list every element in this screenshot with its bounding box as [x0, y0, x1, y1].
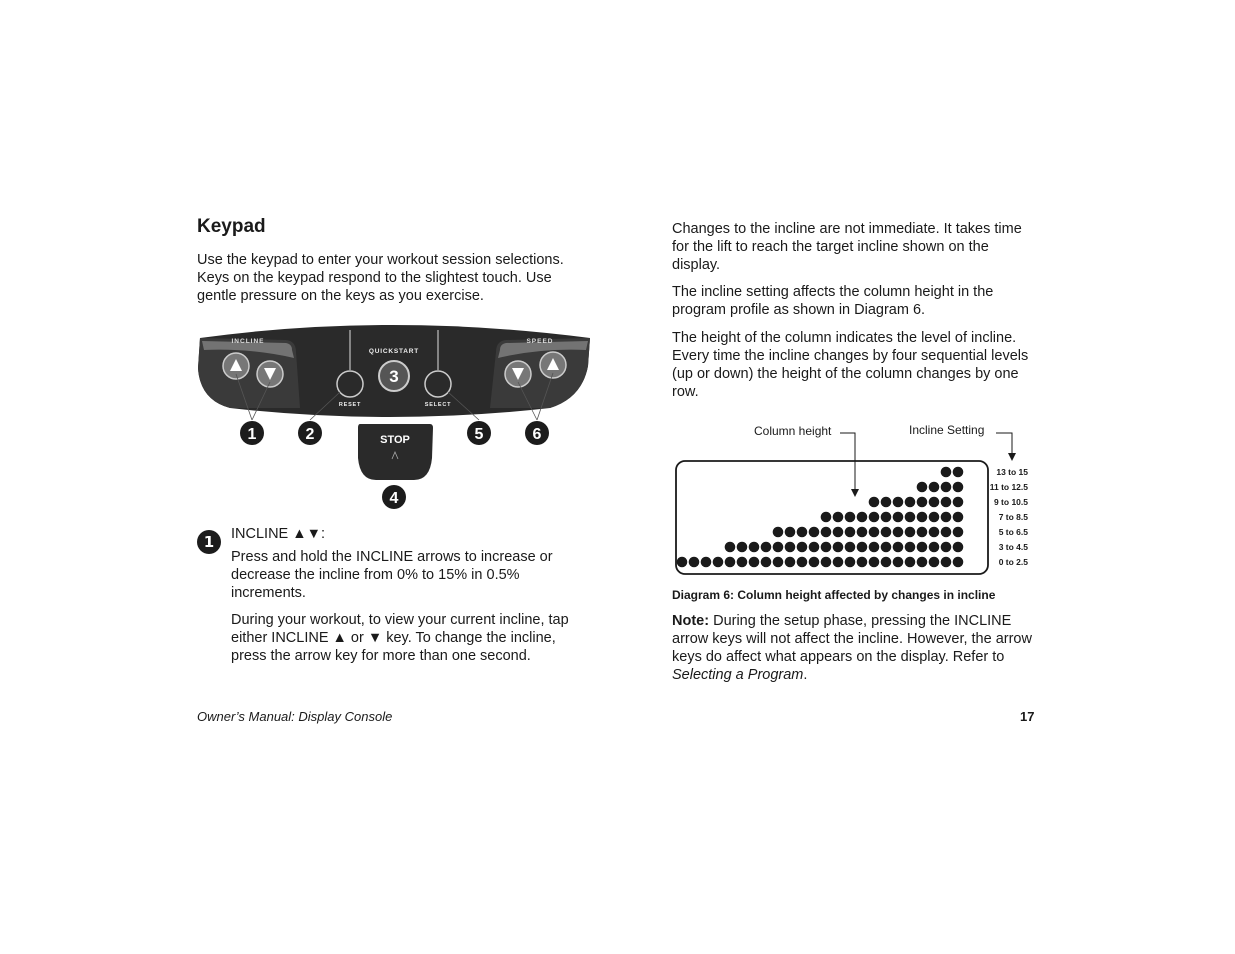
- dot-matrix: [677, 467, 964, 568]
- matrix-dot: [929, 557, 940, 568]
- matrix-dot: [821, 527, 832, 538]
- matrix-dot: [785, 542, 796, 553]
- matrix-dot: [917, 542, 928, 553]
- matrix-dot: [893, 542, 904, 553]
- matrix-dot: [809, 527, 820, 538]
- matrix-dot: [857, 527, 868, 538]
- right-paragraph-2: The incline setting affects the column height in the program profile as shown in Diagram 6.: [672, 284, 994, 318]
- matrix-dot: [761, 542, 772, 553]
- matrix-dot: [773, 557, 784, 568]
- matrix-dot: [941, 482, 952, 493]
- note-link-text: Selecting a Program: [672, 667, 804, 683]
- matrix-dot: [881, 512, 892, 523]
- callout-2: 2: [305, 426, 315, 443]
- matrix-dot: [917, 497, 928, 508]
- level-label-9-10.5: 9 to 10.5: [993, 497, 1028, 507]
- matrix-dot: [785, 527, 796, 538]
- matrix-dot: [749, 557, 760, 568]
- item-number: 1: [197, 530, 221, 554]
- matrix-dot: [857, 557, 868, 568]
- matrix-dot: [917, 512, 928, 523]
- matrix-dot: [761, 557, 772, 568]
- matrix-dot: [953, 557, 964, 568]
- level-label-11-12.5: 11 to 12.5: [989, 482, 1028, 492]
- matrix-dot: [737, 542, 748, 553]
- matrix-dot: [953, 497, 964, 508]
- matrix-dot: [725, 557, 736, 568]
- matrix-dot: [953, 527, 964, 538]
- level-label-7-8.5: 7 to 8.5: [998, 512, 1028, 522]
- matrix-dot: [821, 557, 832, 568]
- matrix-dot: [881, 542, 892, 553]
- matrix-dot: [881, 557, 892, 568]
- matrix-dot: [929, 512, 940, 523]
- matrix-dot: [929, 527, 940, 538]
- incline-setting-label: Incline Setting: [909, 423, 985, 437]
- matrix-dot: [833, 512, 844, 523]
- callout-3: 3: [389, 367, 399, 386]
- matrix-dot: [953, 542, 964, 553]
- note-paragraph: [672, 612, 1042, 684]
- stop-key: [358, 424, 433, 480]
- matrix-dot: [725, 542, 736, 553]
- intro-paragraph: Use the keypad to enter your workout session selections. Keys on the keypad respond to the slightest touch. Use gentle pressure on the keys as you exercise.: [197, 252, 564, 304]
- matrix-dot: [797, 542, 808, 553]
- matrix-dot: [797, 527, 808, 538]
- matrix-dot: [821, 512, 832, 523]
- matrix-dot: [893, 497, 904, 508]
- matrix-dot: [881, 527, 892, 538]
- level-label-0-2.5: 0 to 2.5: [998, 557, 1028, 567]
- matrix-dot: [929, 482, 940, 493]
- right-paragraph-3: The height of the column indicates the level of incline. Every time the incline changes by four sequential levels (up or down) the height of the column changes by one row.: [672, 330, 1029, 400]
- matrix-dot: [821, 542, 832, 553]
- note-end: .: [803, 667, 808, 683]
- diagram-caption: Diagram 6: Column height affected by changes in incline: [672, 588, 996, 602]
- keypad-illustration: [190, 318, 600, 518]
- matrix-dot: [773, 527, 784, 538]
- reset-label: RESET: [338, 402, 362, 408]
- matrix-dot: [905, 542, 916, 553]
- matrix-dot: [941, 467, 952, 478]
- matrix-dot: [701, 557, 712, 568]
- matrix-dot: [929, 497, 940, 508]
- matrix-dot: [941, 497, 952, 508]
- item-heading: INCLINE ▲▼:: [231, 526, 325, 542]
- matrix-dot: [833, 542, 844, 553]
- matrix-dot: [941, 542, 952, 553]
- matrix-dot: [833, 527, 844, 538]
- matrix-dot: [893, 512, 904, 523]
- item-paragraph-2: During your workout, to view your current incline, tap either INCLINE ▲ or ▼ key. To change the incline, press the arrow key for more than one second.: [231, 612, 569, 664]
- matrix-dot: [941, 557, 952, 568]
- matrix-dot: [917, 557, 928, 568]
- matrix-dot: [893, 527, 904, 538]
- matrix-dot: [809, 542, 820, 553]
- item-paragraph-1: Press and hold the INCLINE arrows to increase or decrease the incline from 0% to 15% in 0.5% increments.: [231, 549, 553, 601]
- matrix-dot: [869, 557, 880, 568]
- incline-keypad-label: INCLINE: [231, 338, 265, 345]
- section-title: Keypad: [197, 216, 266, 237]
- matrix-dot: [845, 557, 856, 568]
- stop-label: STOP: [380, 434, 410, 446]
- callout-5: 5: [474, 426, 484, 443]
- matrix-dot: [905, 557, 916, 568]
- matrix-dot: [689, 557, 700, 568]
- matrix-dot: [857, 542, 868, 553]
- matrix-dot: [869, 527, 880, 538]
- matrix-dot: [785, 557, 796, 568]
- matrix-dot: [857, 512, 868, 523]
- matrix-dot: [845, 512, 856, 523]
- column-height-label: Column height: [754, 424, 832, 438]
- matrix-dot: [953, 512, 964, 523]
- footer-title: Owner’s Manual: Display Console: [197, 709, 393, 724]
- matrix-dot: [929, 542, 940, 553]
- matrix-dot: [953, 482, 964, 493]
- matrix-dot: [869, 542, 880, 553]
- matrix-dot: [773, 542, 784, 553]
- callout-1: 1: [247, 426, 257, 443]
- matrix-dot: [797, 557, 808, 568]
- matrix-dot: [809, 557, 820, 568]
- matrix-dot: [905, 497, 916, 508]
- callout-4: 4: [389, 490, 399, 507]
- matrix-dot: [749, 542, 760, 553]
- level-label-5-6.5: 5 to 6.5: [998, 527, 1028, 537]
- matrix-dot: [953, 467, 964, 478]
- select-label: SELECT: [424, 402, 452, 408]
- matrix-dot: [941, 512, 952, 523]
- matrix-dot: [869, 497, 880, 508]
- matrix-dot: [905, 512, 916, 523]
- matrix-dot: [869, 512, 880, 523]
- matrix-dot: [845, 527, 856, 538]
- matrix-dot: [737, 557, 748, 568]
- callout-6: 6: [532, 426, 542, 443]
- matrix-dot: [677, 557, 688, 568]
- speed-keypad-label: SPEED: [526, 338, 554, 345]
- right-paragraph-1: Changes to the incline are not immediate. It takes time for the lift to reach the target incline shown on the display.: [672, 221, 1022, 273]
- matrix-dot: [833, 557, 844, 568]
- matrix-dot: [941, 527, 952, 538]
- level-label-13-15: 13 to 15: [996, 467, 1028, 477]
- note-label: Note:: [672, 613, 710, 629]
- matrix-dot: [893, 557, 904, 568]
- matrix-dot: [713, 557, 724, 568]
- matrix-dot: [881, 497, 892, 508]
- quickstart-label: QUICKSTART: [368, 348, 420, 355]
- incline-setting-arrow-icon: [1008, 453, 1016, 461]
- matrix-dot: [917, 527, 928, 538]
- matrix-dot: [905, 527, 916, 538]
- page-number: 17: [1020, 709, 1035, 724]
- matrix-dot: [917, 482, 928, 493]
- column-height-arrow-icon: [851, 489, 859, 497]
- matrix-dot: [845, 542, 856, 553]
- level-label-3-4.5: 3 to 4.5: [998, 542, 1028, 552]
- note-text: During the setup phase, pressing the INCLINE arrow keys will not affect the incline. However, the arrow keys do affect what appears on the display. Refer to: [672, 613, 1032, 665]
